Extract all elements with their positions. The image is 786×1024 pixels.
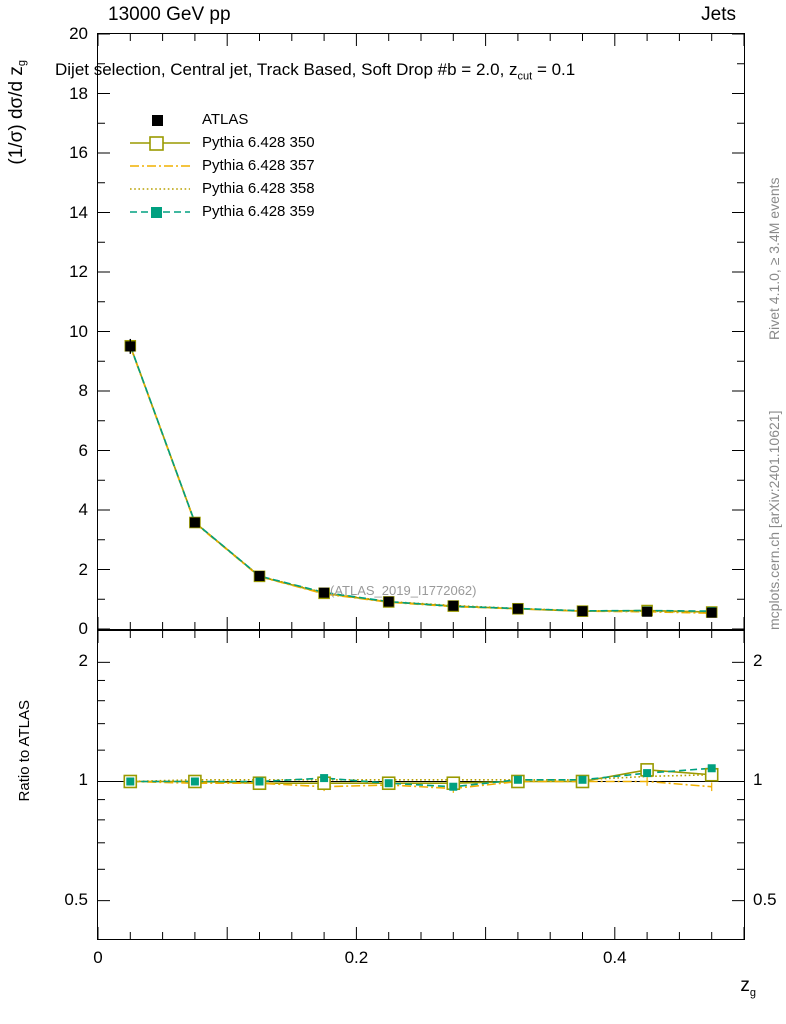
ratio-y-tick: 1 — [78, 770, 88, 790]
x-tick: 0.4 — [602, 948, 627, 967]
main-y-tick: 10 — [69, 321, 88, 341]
x-axis-label: $z_g$ — [740, 975, 756, 999]
legend-label: Pythia 6.428 357 — [202, 157, 315, 174]
main-y-tick: 8 — [78, 381, 88, 400]
arxiv-annotation: mcplots.cern.ch [arXiv:2401.10621] — [766, 410, 782, 630]
main-y-tick: 20 — [69, 24, 88, 43]
legend-label: Pythia 6.428 358 — [202, 180, 315, 197]
legend-key-pythia-350 — [128, 135, 192, 151]
ratio-plot-panel — [97, 630, 745, 940]
main-y-tick: 0 — [78, 619, 88, 638]
legend-item — [128, 200, 315, 223]
legend-key-pythia-358 — [128, 181, 192, 197]
main-y-tick: 14 — [69, 202, 88, 222]
ratio-y-tick-right: 0.5 — [753, 889, 777, 909]
main-y-tick: 4 — [78, 500, 88, 519]
legend — [128, 108, 315, 223]
main-y-axis-label: (1/σ) dσ/d $z_g$ — [6, 60, 28, 165]
legend-key-pythia-357 — [128, 158, 192, 174]
main-y-tick: 6 — [78, 440, 88, 460]
legend-label: ATLAS — [202, 111, 249, 128]
main-y-tick: 2 — [78, 559, 88, 579]
rivet-annotation: Rivet 4.1.0, ≥ 3.4M events — [766, 177, 782, 340]
header-beam-label: 13000 GeV pp — [108, 4, 231, 25]
header-category-label: Jets — [701, 4, 736, 25]
legend-key-atlas — [128, 112, 192, 128]
legend-item — [128, 154, 315, 177]
legend-key-pythia-359 — [128, 204, 192, 220]
legend-item — [128, 131, 315, 154]
legend-item — [128, 108, 315, 131]
main-y-tick: 16 — [69, 143, 88, 162]
plot-title: Dijet selection, Central jet, Track Based, Soft Drop #b = 2.0, $z_{cut} = 0.1$ — [55, 60, 576, 83]
ratio-y-tick-right: 1 — [753, 770, 763, 790]
ratio-y-axis-label: Ratio to ATLAS — [16, 700, 33, 802]
dataset-watermark: (ATLAS_2019_I1772062) — [330, 583, 477, 598]
main-y-tick: 18 — [69, 83, 88, 103]
legend-item — [128, 177, 315, 200]
main-y-tick: 12 — [69, 262, 88, 281]
legend-label: Pythia 6.428 350 — [202, 134, 315, 151]
legend-label: Pythia 6.428 359 — [202, 203, 315, 220]
ratio-plot-canvas — [98, 631, 744, 939]
x-tick: 0 — [93, 948, 103, 967]
ratio-y-tick-right: 2 — [753, 651, 763, 671]
ratio-y-tick: 0.5 — [64, 889, 88, 909]
x-tick: 0.2 — [344, 948, 369, 967]
ratio-y-tick: 2 — [78, 651, 88, 671]
